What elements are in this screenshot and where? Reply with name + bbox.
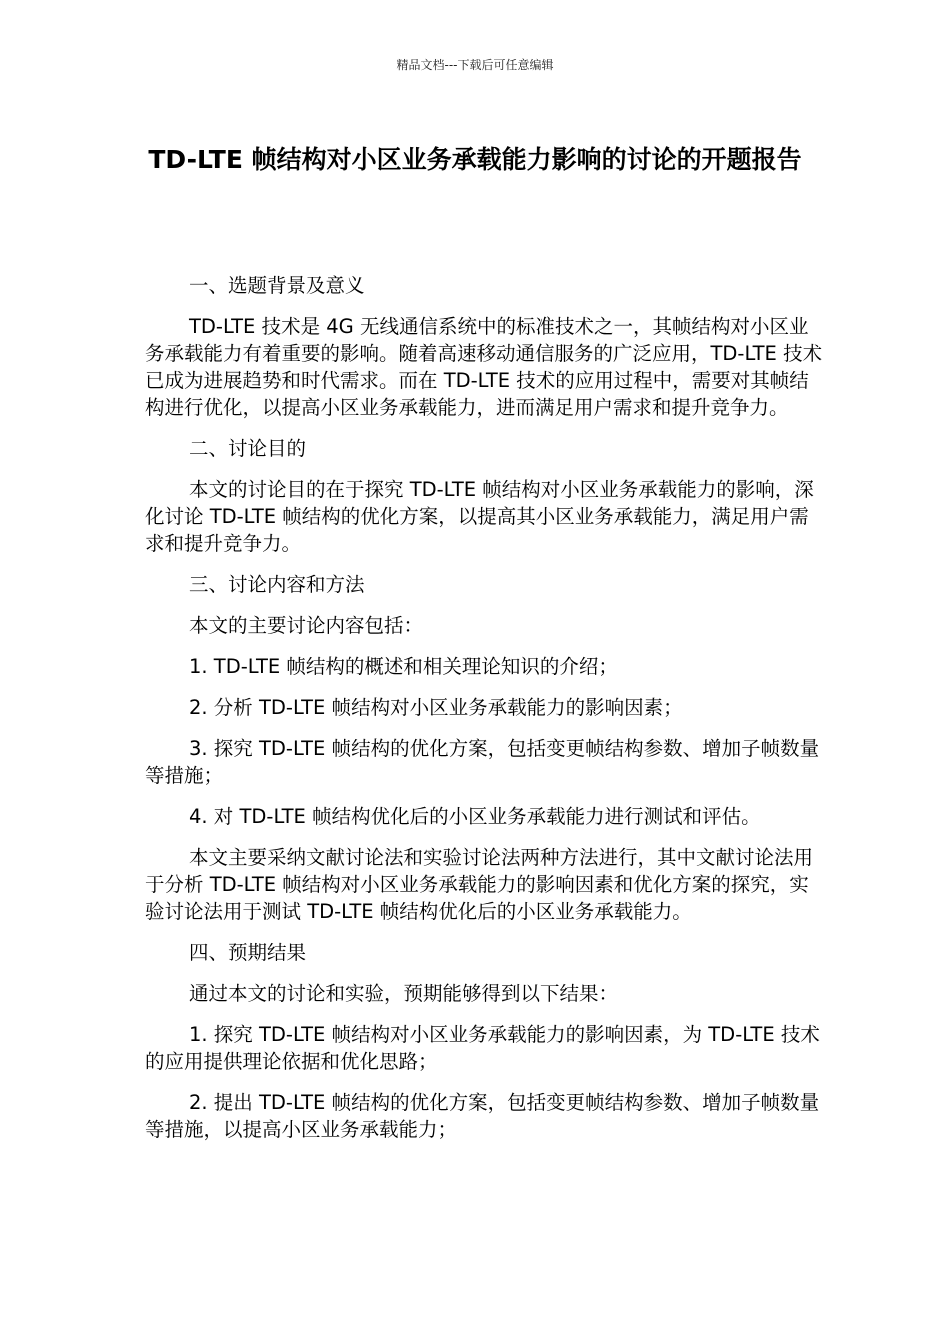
list-item-result-2: 2. 提出 TD-LTE 帧结构的优化方案，包括变更帧结构参数、增加子帧数量等措施，以提高小区业务承载能力； bbox=[145, 1091, 820, 1141]
paragraph-background: TD-LTE 技术是 4G 无线通信系统中的标准技术之一，其帧结构对小区业务承载能力有着重要的影响。随着高速移动通信服务的广泛应用，TD-LTE 技术已成为进展趋势和时代需求。而在 TD-LTE 技术的应用过程中，需要对其帧结构进行优化，以提高小区业务承载能力，进而满足用户需求和提升竞争力。 bbox=[145, 315, 823, 419]
page-header: 精品文档---下载后可任意编辑 bbox=[396, 58, 554, 72]
paragraph-results-intro: 通过本文的讨论和实验，预期能够得到以下结果： bbox=[189, 982, 619, 1005]
section-heading-purpose: 二、讨论目的 bbox=[189, 437, 307, 460]
list-item-content-2: 2. 分析 TD-LTE 帧结构对小区业务承载能力的影响因素； bbox=[189, 696, 683, 719]
list-item-result-1: 1. 探究 TD-LTE 帧结构对小区业务承载能力的影响因素，为 TD-LTE 技术的应用提供理论依据和优化思路； bbox=[145, 1023, 820, 1073]
document-body bbox=[145, 272, 825, 1157]
paragraph-method: 本文主要采纳文献讨论法和实验讨论法两种方法进行，其中文献讨论法用于分析 TD-LTE 帧结构对小区业务承载能力的影响因素和优化方案的探究，实验讨论法用于测试 TD-LTE 帧结构优化后的小区业务承载能力。 bbox=[145, 846, 814, 923]
document-title: TD-LTE 帧结构对小区业务承载能力影响的讨论的开题报告 bbox=[148, 145, 802, 174]
list-item-content-4: 4. 对 TD-LTE 帧结构优化后的小区业务承载能力进行测试和评估。 bbox=[189, 805, 761, 828]
list-item-content-1: 1. TD-LTE 帧结构的概述和相关理论知识的介绍； bbox=[189, 655, 618, 678]
list-item-content-3: 3. 探究 TD-LTE 帧结构的优化方案，包括变更帧结构参数、增加子帧数量等措施； bbox=[145, 737, 820, 787]
section-heading-background: 一、选题背景及意义 bbox=[189, 274, 365, 297]
section-heading-expected-results: 四、预期结果 bbox=[189, 941, 307, 964]
paragraph-content-intro: 本文的主要讨论内容包括： bbox=[189, 614, 424, 637]
section-heading-content-method: 三、讨论内容和方法 bbox=[189, 573, 365, 596]
paragraph-purpose: 本文的讨论目的在于探究 TD-LTE 帧结构对小区业务承载能力的影响，深化讨论 TD-LTE 帧结构的优化方案，以提高其小区业务承载能力，满足用户需求和提升竞争力。 bbox=[145, 478, 814, 555]
